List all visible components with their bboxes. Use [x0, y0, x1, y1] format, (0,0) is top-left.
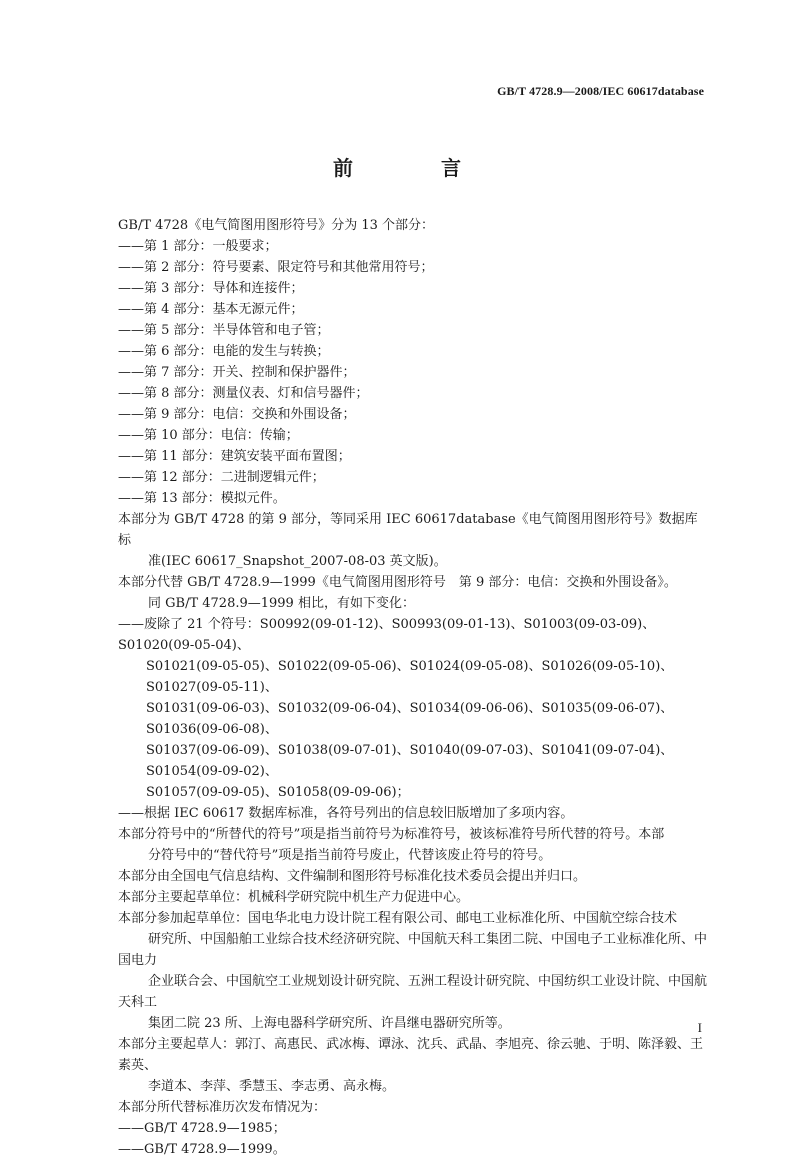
- list-item-continuation: S01031(09-06-03)、S01032(09-06-04)、S01034(09-06-06)、S01035(09-06-07)、S01036(09-06-08)、: [146, 701, 674, 737]
- list-item: ——第 3 部分：导体和连接件；: [118, 281, 304, 296]
- list-item: ——第 13 部分：模拟元件。: [118, 491, 286, 506]
- list-item-continuation: S01037(09-06-09)、S01038(09-07-01)、S01040(09-07-03)、S01041(09-07-04)、S01054(09-09-02)、: [146, 743, 674, 779]
- list-item: ——第 8 部分：测量仪表、灯和信号器件；: [118, 386, 369, 401]
- list-item: ——第 1 部分：一般要求；: [118, 239, 278, 254]
- history-paragraph: 本部分所代替标准历次发布情况为：: [118, 1100, 327, 1115]
- list-item: ——第 10 部分：电信：传输；: [118, 428, 299, 443]
- intro-paragraph: GB/T 4728《电气简图用图形符号》分为 13 个部分：: [118, 218, 435, 233]
- list-item-continuation: S01057(09-09-05)、S01058(09-09-06)；: [146, 785, 410, 800]
- paragraph-line: 研究所、中国船舶工业综合技术经济研究院、中国航天科工集团二院、中国电子工业标准化所、中国电力: [118, 932, 708, 968]
- list-item: ——第 11 部分：建筑安装平面布置图；: [118, 449, 351, 464]
- changes-list: [118, 614, 708, 824]
- list-item: ——第 7 部分：开关、控制和保护器件；: [118, 365, 356, 380]
- list-item-continuation: S01021(09-05-05)、S01022(09-05-06)、S01024(09-05-08)、S01026(09-05-10)、S01027(09-05-11)、: [146, 659, 674, 695]
- paragraph-line: 本部分参加起草单位：国电华北电力设计院工程有限公司、邮电工业标准化所、中国航空综合技术: [118, 911, 678, 926]
- paragraph-line: 集团二院 23 所、上海电器科学研究所、许昌继电器研究所等。: [148, 1016, 511, 1031]
- list-item: ——第 12 部分：二进制逻辑元件；: [118, 470, 325, 485]
- paragraph-line: 分符号中的“替代符号”项是指当前符号废止，代替该废止符号的符号。: [148, 848, 552, 863]
- standard-code-header: GB/T 4728.9—2008/IEC 60617database: [497, 84, 704, 98]
- list-item: ——第 5 部分：半导体管和电子管；: [118, 323, 330, 338]
- paragraph-line: 本部分符号中的“所替代的符号”项是指当前符号为标准符号，被该标准符号所代替的符号。本部: [118, 827, 665, 842]
- parts-list: [118, 236, 708, 509]
- list-item: ——GB/T 4728.9—1999。: [118, 1142, 286, 1157]
- equivalence-paragraph: [118, 509, 708, 572]
- history-list: [118, 1118, 708, 1160]
- list-item: ——第 4 部分：基本无源元件；: [118, 302, 304, 317]
- page-number: I: [697, 1020, 702, 1035]
- page-title: 前 言: [333, 156, 495, 180]
- paragraph-line: 本部分为 GB/T 4728 的第 9 部分，等同采用 IEC 60617database《电气简图用图形符号》数据库标: [118, 512, 698, 548]
- main-drafting-unit-paragraph: 本部分主要起草单位：机械科学研究院中机生产力促进中心。: [118, 890, 470, 905]
- list-item: ——第 2 部分：符号要素、限定符号和其他常用符号；: [118, 260, 434, 275]
- symbols-paragraph: [118, 824, 708, 866]
- proposed-by-paragraph: 本部分由全国电气信息结构、文件编制和图形符号标准化技术委员会提出并归口。: [118, 869, 587, 884]
- list-item: ——第 9 部分：电信：交换和外围设备；: [118, 407, 356, 422]
- list-item: ——废除了 21 个符号：S00992(09-01-12)、S00993(09-01-13)、S01003(09-03-09)、S01020(09-05-04)、: [118, 617, 656, 653]
- paragraph-line: 准(IEC 60617_Snapshot_2007-08-03 英文版)。: [148, 554, 447, 569]
- paragraph-line: 本部分代替 GB/T 4728.9—1999《电气简图用图形符号 第 9 部分：电信：交换和外围设备》。: [118, 575, 677, 590]
- paragraph-line: 同 GB/T 4728.9—1999 相比，有如下变化：: [148, 596, 415, 611]
- document-body: [118, 215, 708, 1160]
- drafters-paragraph: [118, 1034, 708, 1097]
- paragraph-line: 李道本、李萍、季慧玉、李志勇、高永梅。: [148, 1079, 396, 1094]
- list-item: ——根据 IEC 60617 数据库标准，各符号列出的信息较旧版增加了多项内容。: [118, 806, 574, 821]
- list-item: ——第 6 部分：电能的发生与转换；: [118, 344, 330, 359]
- paragraph-line: 本部分主要起草人：郭汀、高惠民、武冰梅、谭泳、沈兵、武晶、李旭亮、徐云驰、于明、陈泽毅、王素英、: [118, 1037, 704, 1073]
- list-item: ——GB/T 4728.9—1985；: [118, 1121, 286, 1136]
- replacement-paragraph: [118, 572, 708, 614]
- paragraph-line: 企业联合会、中国航空工业规划设计研究院、五洲工程设计研究院、中国纺织工业设计院、中国航天科工: [118, 974, 708, 1010]
- participating-units-paragraph: [118, 908, 708, 1034]
